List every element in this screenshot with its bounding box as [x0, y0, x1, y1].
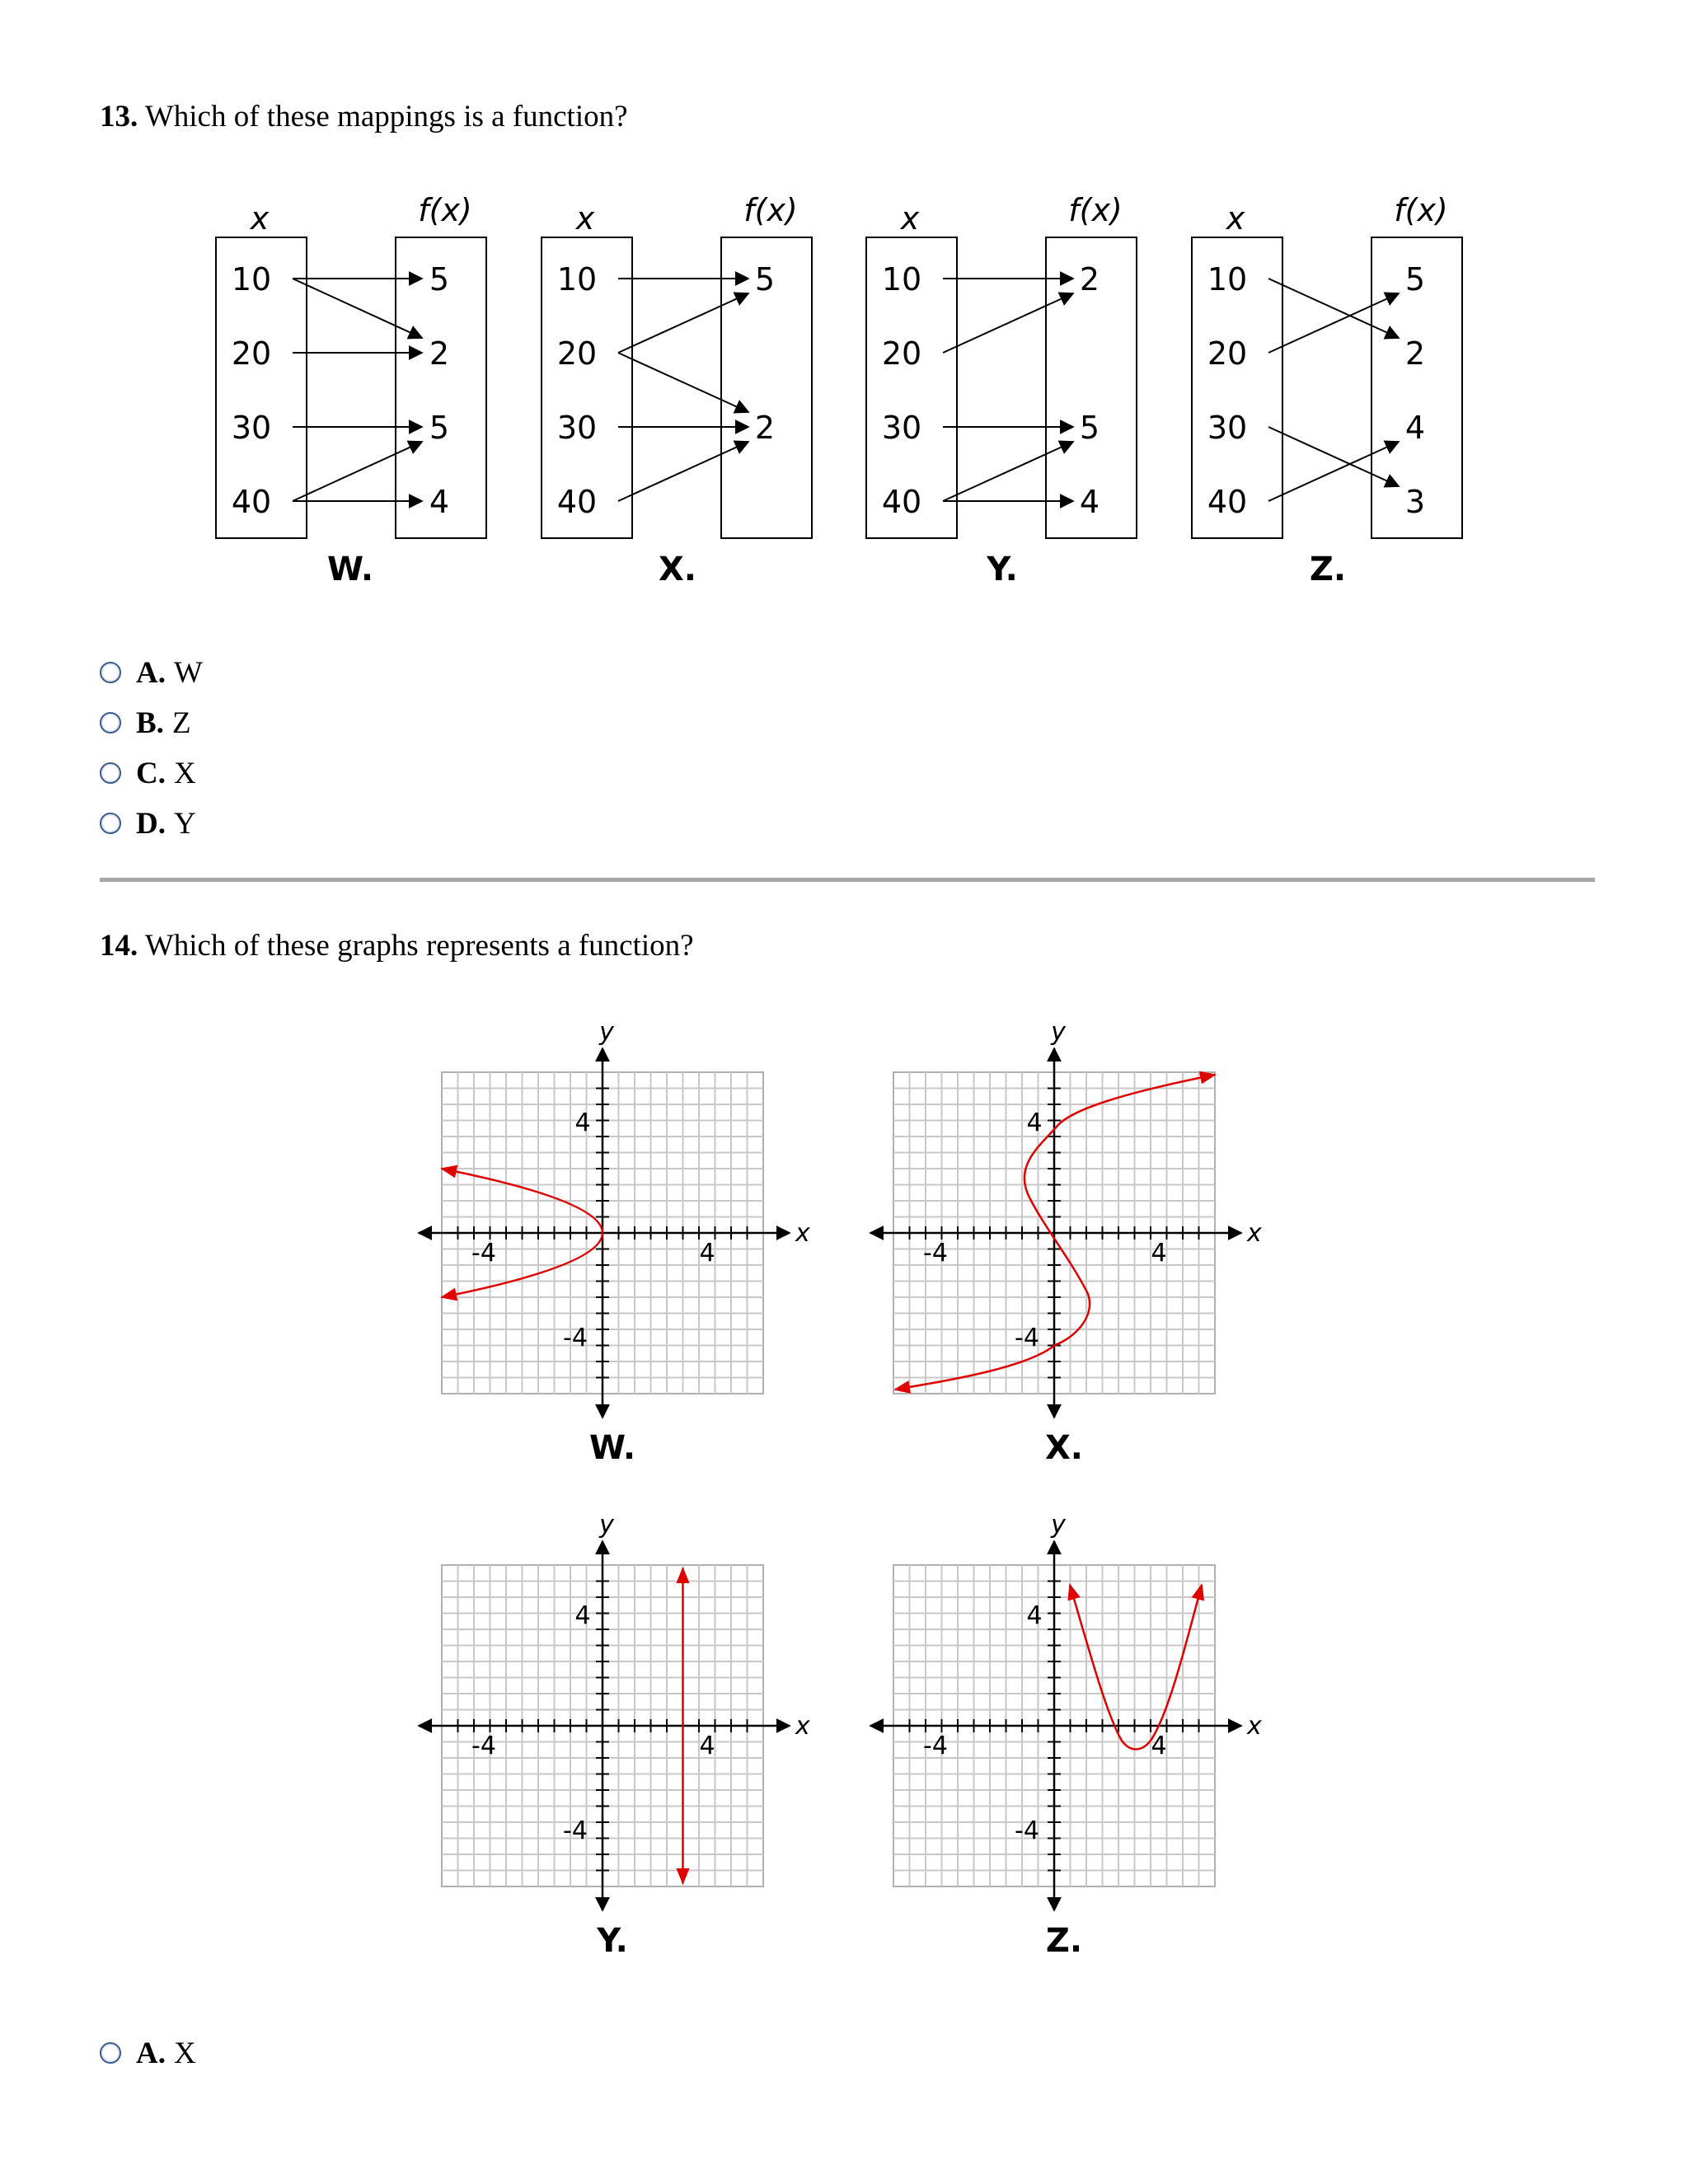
graph-x-y-label: y	[1051, 1018, 1066, 1047]
mapping-w	[216, 192, 486, 588]
mapping-arrow	[943, 293, 1073, 353]
option-letter: D.	[136, 806, 166, 841]
mapping-x-domain-header: x	[575, 200, 595, 237]
q13-option-b[interactable]	[100, 702, 191, 743]
option-letter: A.	[136, 2036, 166, 2070]
graph-x-tick-x-neg: -4	[923, 1239, 948, 1268]
mapping-z-range-item: 5	[1404, 261, 1426, 298]
graph-w-tick-x-neg: -4	[471, 1239, 496, 1268]
mapping-y-range-item: 5	[1079, 410, 1100, 446]
radio-button[interactable]	[100, 712, 121, 733]
option-text: X	[173, 2036, 196, 2070]
mapping-x-domain-item: 30	[556, 410, 598, 446]
option-text: W	[173, 655, 203, 690]
mapping-w-domain-item: 20	[231, 335, 272, 372]
mapping-z-domain-item: 30	[1207, 410, 1248, 446]
mapping-y-domain-item: 20	[881, 335, 922, 372]
mapping-w-range-item: 5	[429, 261, 450, 298]
graph-w-tick-y-neg: -4	[563, 1324, 588, 1352]
mapping-w-domain-header: x	[250, 200, 270, 237]
mapping-arrow	[618, 293, 748, 353]
graph-y-label: Y.	[597, 1922, 628, 1960]
mapping-w-arrows	[293, 279, 422, 501]
mapping-x-range-header: f(x)	[743, 192, 798, 228]
graph-y-tick-y-pos: 4	[574, 1601, 591, 1630]
question-divider	[100, 878, 1595, 882]
mapping-w-domain-item: 30	[231, 410, 272, 446]
graph-x-tick-y-neg: -4	[1015, 1324, 1039, 1352]
q13-option-a[interactable]	[100, 652, 203, 693]
graph-w-tick-x-pos: 4	[699, 1239, 715, 1268]
graph-w-x-label: x	[795, 1219, 810, 1248]
mapping-x-range-item: 5	[754, 261, 776, 298]
mapping-x	[542, 192, 812, 588]
option-letter: C.	[136, 756, 166, 790]
mapping-z-arrows	[1268, 279, 1399, 501]
mapping-w-domain-item: 10	[231, 261, 272, 298]
graph-y-tick-x-pos: 4	[699, 1732, 715, 1760]
option-letter: A.	[136, 655, 166, 690]
mapping-arrow	[618, 442, 748, 501]
graph-z-y-label: y	[1051, 1511, 1066, 1540]
mapping-w-domain-item: 40	[231, 484, 272, 520]
mapping-y-label: Y.	[987, 551, 1018, 588]
graph-x-label: X.	[1044, 1429, 1084, 1467]
mapping-arrow	[618, 353, 748, 412]
graph-w	[419, 1018, 810, 1467]
mapping-x-domain-item: 40	[556, 484, 598, 520]
mapping-z-domain-header: x	[1226, 200, 1245, 237]
graph-z-tick-x-pos: 4	[1151, 1732, 1167, 1760]
graph-z-x-label: x	[1247, 1712, 1262, 1741]
option-text: Y	[173, 806, 196, 841]
mapping-x-domain-item: 20	[556, 335, 598, 372]
mapping-y-domain-header: x	[900, 200, 920, 237]
mapping-w-range-item: 4	[429, 484, 450, 520]
mapping-z-range-item: 3	[1404, 484, 1426, 520]
mapping-y-range-item: 4	[1079, 484, 1100, 520]
q13-option-c[interactable]	[100, 752, 196, 794]
graph-x-x-label: x	[1247, 1219, 1262, 1248]
graph-w-tick-y-pos: 4	[574, 1108, 591, 1137]
graph-z-tick-y-pos: 4	[1026, 1601, 1043, 1630]
mapping-y	[866, 192, 1137, 588]
mapping-z-label: Z.	[1309, 551, 1347, 588]
q14-option-a[interactable]	[100, 2032, 196, 2074]
graph-x	[870, 1018, 1262, 1467]
mapping-z-range-item: 2	[1404, 335, 1426, 372]
graph-z-tick-y-neg: -4	[1015, 1816, 1039, 1845]
mapping-arrow	[1268, 442, 1399, 501]
question-13-number: 13.	[100, 100, 138, 134]
mapping-w-range-header: f(x)	[418, 192, 472, 228]
option-letter: B.	[136, 705, 164, 740]
graph-x-tick-x-pos: 4	[1151, 1239, 1167, 1268]
radio-button[interactable]	[100, 662, 121, 683]
question-14-title	[100, 928, 694, 964]
mapping-arrow	[1268, 427, 1399, 486]
mapping-arrow	[293, 279, 422, 338]
radio-button[interactable]	[100, 813, 121, 834]
mapping-w-label: W.	[326, 551, 374, 588]
mapping-w-range-item: 5	[429, 410, 450, 446]
mapping-y-domain-item: 40	[881, 484, 922, 520]
mapping-arrow	[293, 442, 422, 501]
mapping-arrow	[1268, 293, 1399, 353]
mapping-x-range-item: 2	[754, 410, 776, 446]
mapping-z-range-item: 4	[1404, 410, 1426, 446]
mapping-x-domain-item: 10	[556, 261, 598, 298]
q13-option-d[interactable]	[100, 803, 196, 844]
mapping-y-range-item: 2	[1079, 261, 1100, 298]
graph-z	[870, 1511, 1262, 1960]
mapping-x-arrows	[618, 279, 748, 501]
graph-y-tick-y-neg: -4	[563, 1816, 588, 1845]
radio-button[interactable]	[100, 2042, 121, 2064]
mapping-x-label: X.	[658, 551, 697, 588]
radio-button[interactable]	[100, 762, 121, 784]
mapping-y-range-header: f(x)	[1068, 192, 1123, 228]
option-text: X	[173, 756, 196, 790]
graph-z-tick-x-neg: -4	[923, 1732, 948, 1760]
mapping-z-domain-item: 40	[1207, 484, 1248, 520]
graph-y	[419, 1511, 810, 1960]
mapping-arrow	[943, 442, 1073, 501]
mapping-arrow	[1268, 279, 1399, 338]
mapping-z-domain-item: 10	[1207, 261, 1248, 298]
question-14-text: Which of these graphs represents a function?	[144, 929, 694, 963]
graph-y-x-label: x	[795, 1712, 810, 1741]
graph-y-y-label: y	[599, 1511, 614, 1540]
graph-z-label: Z.	[1045, 1922, 1083, 1960]
mapping-y-arrows	[943, 279, 1073, 501]
question-14-number: 14.	[100, 929, 138, 963]
graph-x-tick-y-pos: 4	[1026, 1108, 1043, 1137]
graph-w-y-label: y	[599, 1018, 614, 1047]
question-13-text: Which of these mappings is a function?	[144, 100, 628, 134]
mapping-z-range-header: f(x)	[1394, 192, 1448, 228]
mapping-w-range-item: 2	[429, 335, 450, 372]
graph-w-label: W.	[588, 1429, 636, 1467]
mapping-y-domain-item: 10	[881, 261, 922, 298]
mapping-y-domain-item: 30	[881, 410, 922, 446]
mapping-z-domain-item: 20	[1207, 335, 1248, 372]
graph-y-tick-x-neg: -4	[471, 1732, 496, 1760]
option-text: Z	[171, 705, 191, 740]
mapping-z	[1192, 192, 1462, 588]
